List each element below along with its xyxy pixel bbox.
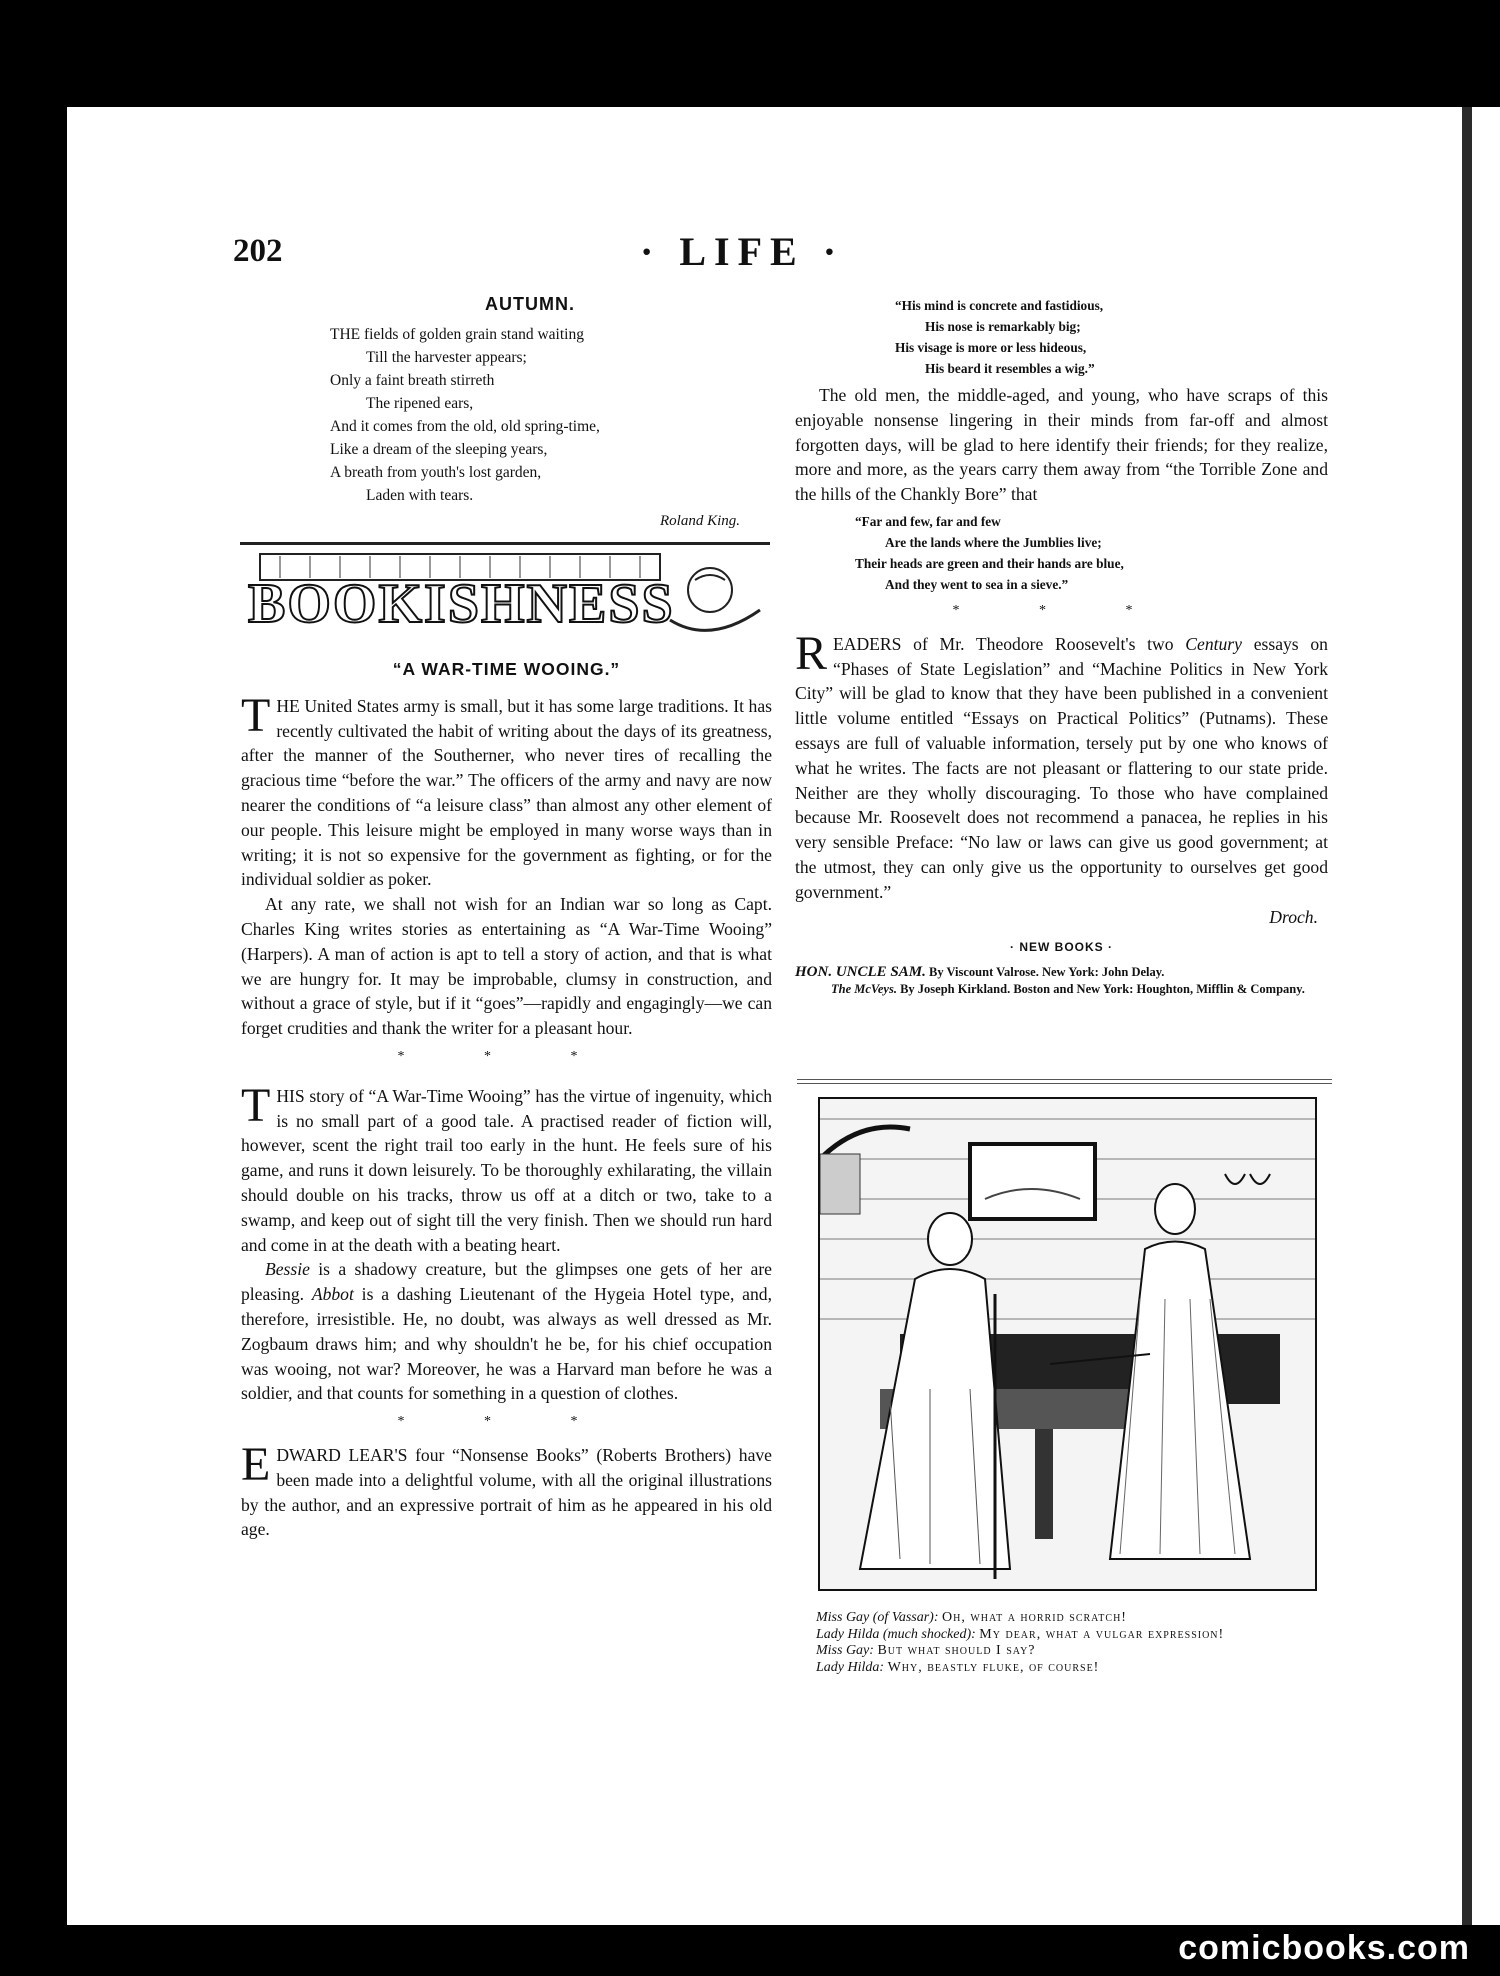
drop-cap: T [241, 1078, 271, 1132]
review-paragraph-4: Bessie is a shadowy creature, but the glimpses one gets of her are pleasing. Abbot is a dashing Lieutenant of the Hygeia Hotel type, and, therefore, irresistible. He, no doubt, was always as well dressed as Mr. Zogbaum draws him; and why shouldn't he be, for his chief occupation was wooing, not war? Moreover, he was a Harvard man before he was a soldier, and that counts for something in a question of clothes. [241, 1259, 772, 1404]
parlor-scene-drawing [820, 1099, 1315, 1589]
roosevelt-paragraph: READERS of Mr. Theodore Roosevelt's two Century essays on “Phases of State Legislation” and “Machine Politics in New York City” will be glad to know that they have been published in a convenient little volume entitled “Essays on Practical Politics” (Putnams). These essays are full of valuable information, tersely put by one who knows of what he writes. The facts are not pleasant or flattering to our state pride. Neither are they wholly discouraging. To those who have complained because Mr. Roosevelt does not recommend a panacea, he replies in his very sensible Preface: “No law or laws can give us good government; at the utmost, they can only give us the opportunity to ourselves get good government.” [795, 626, 1328, 902]
poem-lines [330, 323, 740, 507]
caption-line: Lady Hilda (much shocked): My dear, what a vulgar expression! [816, 1626, 1225, 1642]
poem-line: Only a faint breath stirreth [330, 371, 495, 389]
caption-line: Miss Gay: But what should I say? [816, 1643, 1036, 1658]
cartoon-top-rule-2 [797, 1083, 1332, 1084]
review-paragraph-2: At any rate, we shall not wish for an Indian war so long as Capt. Charles King writes stories as entertaining as “A War-Time Wooing” (Harpers). A man of action is apt to tell a story of action, and that is what we are hungry for. It may be improbable, clumsy in construction, and without a grace of style, but if it “goes”—rapidly and engagingly—we can forget crudities and thank the writer for a pleasant hour. [241, 894, 772, 1039]
facing-page-edge [1472, 107, 1500, 1925]
nonsense-verse-2: “Far and few, far and few Are the lands where the Jumblies live; Their heads are green and their hands are blue, And they went to sea in a sieve.” [855, 513, 1124, 592]
new-books-list [795, 964, 1328, 998]
drop-cap: E [241, 1437, 271, 1491]
right-column [795, 295, 1328, 998]
caption-line: Miss Gay (of Vassar): Oh, what a horrid scratch! [816, 1610, 1127, 1625]
poem-line: Till the harvester appears; [366, 348, 527, 366]
review-paragraph-5: EDWARD LEAR'S four “Nonsense Books” (Roberts Brothers) have been made into a delightful volume, with all the original illustrations by the author, and an expressive portrait of him as he appeared in his old age. [241, 1437, 772, 1540]
banner-title: BOOKISHNESS [248, 573, 675, 635]
book-entry: HON. UNCLE SAM. By Viscount Valrose. New York: John Delay. [795, 964, 1165, 981]
review-paragraph-3: THIS story of “A War-Time Wooing” has the virtue of ingenuity, which is no small part of a good tale. A practised reader of fiction will, however, scent the right trail too early in the hunt. He feels sure of his game, and runs it down leisurely. To be thoroughly exhilarating, the villain should double on his tracks, throw us off at a ditch or two, take to a swamp, and keep out of sight till the very finish. Then we should run hard and come in at the death with a beating heart. [241, 1078, 772, 1255]
poem-line: Laden with tears. [366, 486, 474, 504]
poem-line: A breath from youth's lost garden, [330, 463, 542, 481]
cartoon-illustration [818, 1097, 1317, 1591]
page-gutter [1462, 107, 1472, 1925]
poem-author: Roland King. [659, 512, 740, 529]
new-books-heading: · NEW BOOKS · [1010, 940, 1113, 955]
caption-line: Lady Hilda: Why, beastly fluke, of course! [816, 1659, 1100, 1675]
review-paragraph-1: THE United States army is small, but it has some large traditions. It has recently cultivated the habit of writing about the days of its greatness, after the manner of the Southerner, who never tires of recalling the gracious time “before the war.” The officers of the army and navy are now nearer the conditions of “a leisure class” than almost any other element of our people. This leisure might be employed in many worse ways than in writing; it is not so expensive for the government as fighting, or for the individual soldier as poker. [241, 688, 772, 890]
review-column [241, 657, 772, 1542]
section-stars: * * * [397, 1048, 616, 1064]
poem-title: AUTUMN. [485, 294, 575, 314]
nonsense-verse-1: “His mind is concrete and fastidious, His nose is remarkably big; His visage is more or less hideous, His beard it resembles a wig.” [895, 298, 1104, 376]
review-title: “A WAR-TIME WOOING.” [392, 659, 621, 679]
poem-line: Like a dream of the sleeping years, [330, 440, 548, 458]
cartoon-caption [800, 1610, 1335, 1676]
page-number: 202 [233, 233, 283, 269]
drop-cap: T [241, 688, 271, 742]
bookishness-banner [240, 550, 770, 650]
autumn-poem [300, 292, 740, 534]
poem-line: And it comes from the old, old spring-time, [330, 417, 600, 435]
drop-cap: R [795, 626, 828, 680]
poem-line: THE fields of golden grain stand waiting [330, 325, 584, 343]
section-stars: * * * [397, 1414, 616, 1430]
banner-top-rule [240, 542, 770, 545]
site-watermark: comicbooks.com [1178, 1929, 1470, 1967]
masthead: · LIFE · [640, 229, 845, 274]
review-signature: Droch. [1269, 906, 1318, 927]
poem-line: The ripened ears, [366, 394, 474, 412]
section-stars: * * * [952, 602, 1171, 618]
cartoon-top-rule [797, 1079, 1332, 1080]
lear-paragraph: The old men, the middle-aged, and young, who have scraps of this enjoyable nonsense lingering in their minds from far-off and almost forgotten days, will be glad to here identify their friends; for they realize, more and more, as the years carry them away from “the Torrible Zone and the hills of the Chankly Bore” that [795, 385, 1328, 505]
book-entry: The McVeys. By Joseph Kirkland. Boston and New York: Houghton, Mifflin & Company. [831, 982, 1305, 997]
